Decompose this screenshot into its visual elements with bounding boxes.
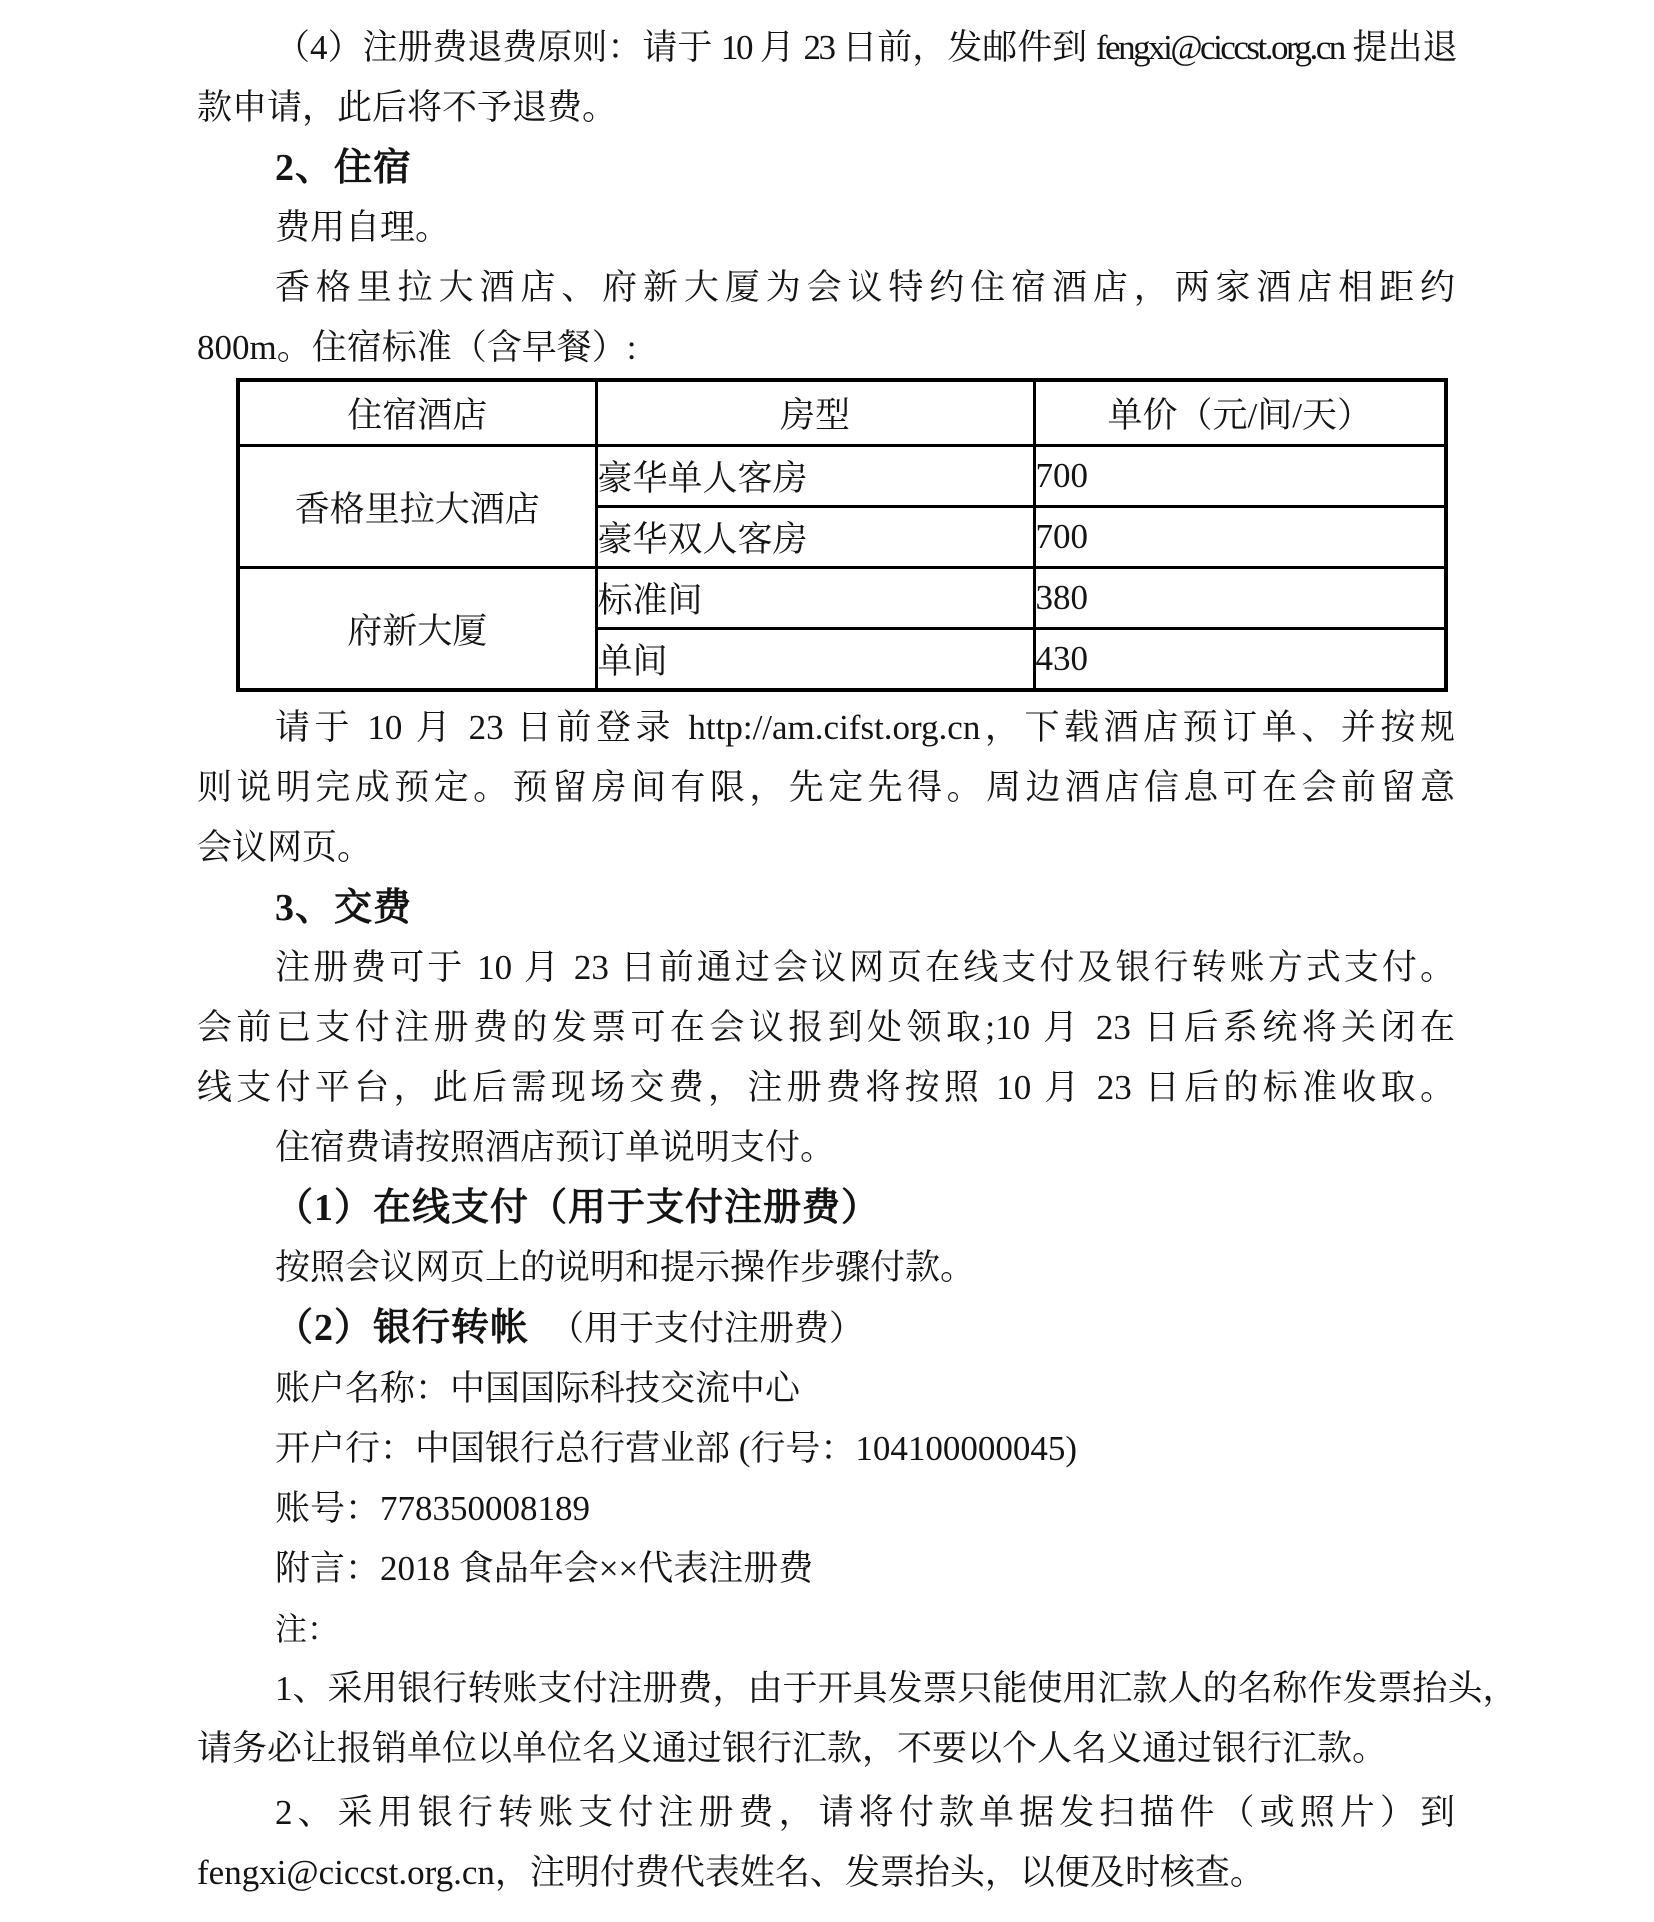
hotels-intro-line-2: 800m。住宿标准（含早餐）: xyxy=(197,328,637,367)
section-3-heading: 3、交费 xyxy=(275,887,413,929)
price-cell: 430 xyxy=(1034,629,1446,691)
note-1-line-1: 1、采用银行转账支付注册费，由于开具发票只能使用汇款人的名称作发票抬头， xyxy=(275,1669,1518,1708)
booking-line-1: 请于 10 月 23 日前登录 http://am.cifst.org.cn，下载酒店预订单、并按规 xyxy=(275,708,1455,747)
hotel-table-header-row xyxy=(238,380,1446,446)
hotel-table xyxy=(236,378,1448,692)
bank-branch-line: 开户行：中国银行总行营业部 (行号：104100000045) xyxy=(275,1429,1078,1468)
memo-line: 附言：2018 食品年会××代表注册费 xyxy=(275,1549,814,1588)
note-2-line-1: 2、采用银行转账支付注册费，请将付款单据发扫描件（或照片）到 xyxy=(275,1793,1455,1832)
payment-line-1: 注册费可于 10 月 23 日前通过会议网页在线支付及银行转账方式支付。 xyxy=(275,948,1455,987)
price-cell: 380 xyxy=(1034,568,1446,629)
price-cell: 700 xyxy=(1034,446,1446,507)
refund-policy-line-2: 款申请，此后将不予退费。 xyxy=(197,88,618,127)
bank-transfer-heading-line xyxy=(197,1298,1455,1359)
payment-line-2: 会前已支付注册费的发票可在会议报到处领取;10 月 23 日后系统将关闭在 xyxy=(197,1008,1455,1047)
online-payment-heading: （1）在线支付（用于支付注册费） xyxy=(275,1187,881,1229)
hotel-name-cell: 府新大厦 xyxy=(238,568,596,691)
payment-line-3: 线支付平台，此后需现场交费，注册费将按照 10 月 23 日后的标准收取。 xyxy=(197,1068,1455,1107)
bank-transfer-heading-suffix: （用于支付注册费） xyxy=(549,1309,865,1348)
section-2-heading: 2、住宿 xyxy=(275,147,413,189)
note-1-line-2: 请务必让报销单位以单位名义通过银行汇款，不要以个人名义通过银行汇款。 xyxy=(197,1729,1388,1768)
room-type-cell: 豪华双人客房 xyxy=(596,507,1034,568)
account-number-line: 账号：778350008189 xyxy=(275,1489,591,1528)
room-type-cell: 单间 xyxy=(596,629,1034,691)
bank-transfer-heading: （2）银行转帐 xyxy=(275,1307,530,1349)
note-label: 注： xyxy=(275,1611,340,1647)
hotel-table-header-room-type: 房型 xyxy=(596,380,1034,446)
price-cell: 700 xyxy=(1034,507,1446,568)
document-content xyxy=(197,18,1518,1903)
refund-policy-line-1: （4）注册费退费原则：请于 10 月 23 日前，发邮件到 fengxi@ciccst.org.cn 提出退 xyxy=(275,28,1455,67)
account-name-line: 账户名称：中国国际科技交流中心 xyxy=(275,1369,801,1408)
room-type-cell: 豪华单人客房 xyxy=(596,446,1034,507)
hotel-table-header-price: 单价（元/间/天） xyxy=(1034,380,1446,446)
booking-line-2: 则说明完成预定。预留房间有限，先定先得。周边酒店信息可在会前留意 xyxy=(197,768,1455,807)
hotel-name-cell: 香格里拉大酒店 xyxy=(238,446,596,568)
note-2-line-2: fengxi@ciccst.org.cn，注明付费代表姓名、发票抬头，以便及时核查。 xyxy=(197,1853,1265,1892)
hotel-fee-line: 住宿费请按照酒店预订单说明支付。 xyxy=(275,1128,836,1167)
hotel-table-header-hotel: 住宿酒店 xyxy=(238,380,596,446)
hotels-intro-line-1: 香格里拉大酒店、府新大厦为会议特约住宿酒店，两家酒店相距约 xyxy=(275,268,1455,307)
table-row xyxy=(238,446,1446,507)
booking-line-3: 会议网页。 xyxy=(197,828,373,867)
table-row xyxy=(238,568,1446,629)
self-pay-line: 费用自理。 xyxy=(275,208,451,247)
online-payment-body: 按照会议网页上的说明和提示操作步骤付款。 xyxy=(275,1248,976,1287)
room-type-cell: 标准间 xyxy=(596,568,1034,629)
